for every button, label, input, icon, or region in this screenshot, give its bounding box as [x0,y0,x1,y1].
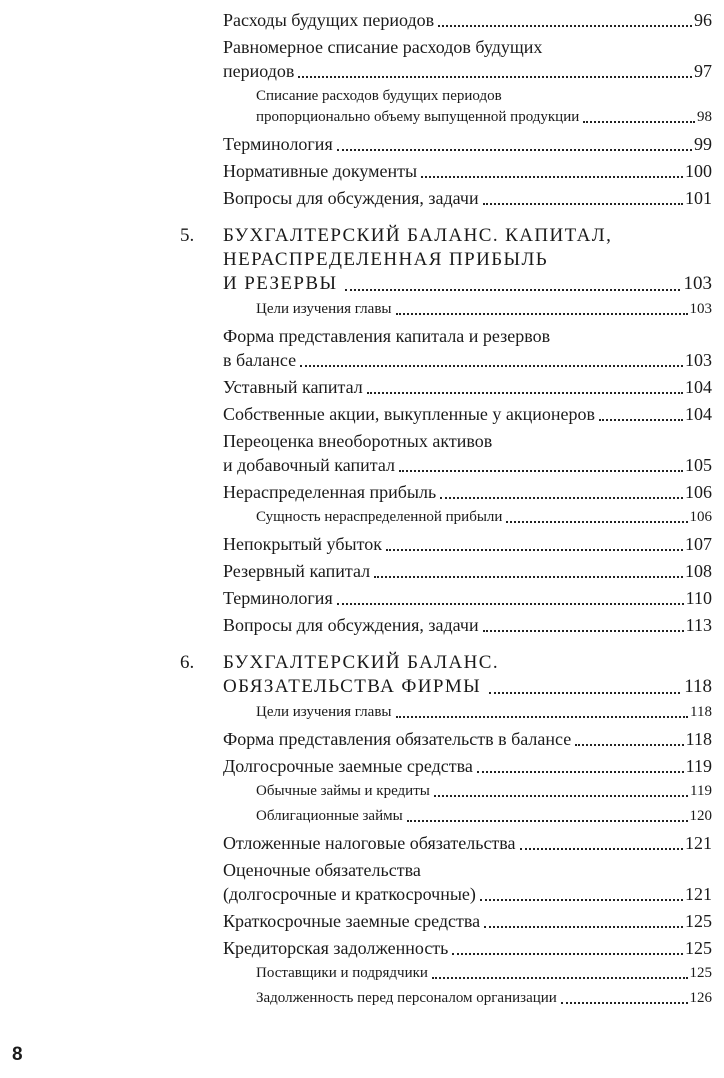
toc-leader-line [223,532,712,556]
chapter-title-line: И РЕЗЕРВЫ [223,273,338,294]
toc-section [0,480,724,504]
toc-chapter-heading [0,651,724,699]
dot-leader [434,795,688,797]
toc-title-line: Непокрытый убыток [223,534,382,554]
toc-page-number: 104 [685,404,712,424]
page-number: 8 [12,1044,23,1065]
toc-title-line: Нераспределенная прибыль [223,482,437,502]
toc-section [0,559,724,583]
dot-leader [345,289,679,291]
toc-page-number: 119 [685,756,712,776]
toc-title-line: Терминология [223,588,333,608]
toc-page-number: 100 [685,161,712,181]
dot-leader [300,365,683,367]
dot-leader [483,203,683,205]
toc-leader-line [223,754,712,778]
toc-title-line: Отложенные налоговые обязательства [223,833,516,853]
toc-page-number: 104 [685,377,712,397]
dot-leader [561,1002,688,1004]
chapter-title-line: ОБЯЗАТЕЛЬСТВА ФИРМЫ [223,676,482,697]
toc-subsection [0,86,724,128]
toc-page-number: 118 [690,704,712,720]
toc-title-line: Собственные акции, выкупленные у акционеров [223,404,596,424]
toc-title-line: в балансе [223,350,297,370]
toc-title-line: Задолженность перед персоналом организации [256,990,557,1006]
dot-leader [483,630,684,632]
toc-section [0,402,724,426]
dot-leader [520,848,683,850]
chapter-page-number: 103 [683,273,712,294]
dot-leader [477,771,684,773]
toc-page-number: 119 [690,783,712,799]
toc-title-line: Цели изучения главы [256,704,392,720]
toc-page-number: 121 [685,884,712,904]
toc-title-line: Вопросы для обсуждения, задачи [223,615,479,635]
toc-page-number: 118 [685,729,712,749]
toc-title-line: Облигационные займы [256,808,403,824]
toc-title-line: периодов [223,61,295,81]
toc-section [0,324,724,372]
toc-leader-line [256,806,712,827]
toc-title-line: (долгосрочные и краткосрочные) [223,884,476,904]
toc-section [0,754,724,778]
toc-section [0,132,724,156]
toc-title-line: Нормативные документы [223,161,418,181]
toc-leader-line [256,507,712,528]
toc-leader-line [223,586,712,610]
toc-leader-line [223,272,712,296]
toc-leader-line [223,936,712,960]
toc-section [0,429,724,477]
chapter-number: 6. [180,652,195,673]
dot-leader [337,603,684,605]
toc-page-number: 101 [685,188,712,208]
toc-subsection [0,702,724,723]
dot-leader [489,692,680,694]
dot-leader [396,716,689,718]
toc-subsection [0,299,724,320]
toc-title-line: Переоценка внеоборотных активов [223,431,493,451]
toc-subsection [0,963,724,984]
dot-leader [407,820,688,822]
dot-leader [599,419,683,421]
toc-title-line: Равномерное списание расходов будущих [223,37,543,57]
toc-section [0,727,724,751]
dot-leader [452,953,683,955]
dot-leader [399,470,683,472]
toc-page-number: 99 [694,134,712,154]
toc-page-number: 108 [685,561,712,581]
toc-leader-line [223,59,712,83]
toc-title-line: Сущность нераспределенной прибыли [256,509,503,525]
toc-section [0,8,724,32]
dot-leader [421,176,683,178]
toc-leader-line [256,702,712,723]
toc-section [0,613,724,637]
chapter-title-line: НЕРАСПРЕДЕЛЕННАЯ ПРИБЫЛЬ [223,249,549,270]
toc-section [0,831,724,855]
dot-leader [480,899,683,901]
toc-leader-line [223,159,712,183]
toc-leader-line [223,909,712,933]
toc-leader-line [223,675,712,699]
toc-page-number: 96 [694,10,712,30]
toc-leader-line [223,348,712,372]
toc-leader-line [223,402,712,426]
dot-leader [438,25,692,27]
toc-leader-line [223,8,712,32]
toc-page-number: 98 [697,109,712,125]
chapter-page-number: 118 [684,676,712,697]
toc-section [0,858,724,906]
dot-leader [432,977,688,979]
toc-title-line: Оценочные обязательства [223,860,421,880]
dot-leader [506,521,687,523]
toc-section [0,936,724,960]
toc-leader-line [256,963,712,984]
toc-subsection [0,507,724,528]
toc-title-line: Поставщики и подрядчики [256,965,428,981]
toc-page-number: 103 [685,350,712,370]
toc-page-number: 110 [685,588,712,608]
toc-title-line: пропорционально объему выпущенной продукции [256,109,580,125]
toc-leader-line [223,613,712,637]
toc-title-line: Обычные займы и кредиты [256,783,430,799]
dot-leader [484,926,683,928]
toc-chapter-heading [0,224,724,296]
toc-page-number: 113 [685,615,712,635]
toc-page-number: 103 [689,301,712,317]
toc-title-line: Кредиторская задолженность [223,938,449,958]
chapter-number: 5. [180,225,195,246]
dot-leader [583,121,695,123]
toc-title-line: Резервный капитал [223,561,371,581]
toc-leader-line [256,299,712,320]
dot-leader [440,497,683,499]
toc-section [0,909,724,933]
toc-leader-line [223,453,712,477]
dot-leader [575,744,683,746]
toc-title-line: и добавочный капитал [223,455,395,475]
toc-page-number: 125 [689,965,712,981]
toc-leader-line [223,559,712,583]
dot-leader [337,149,692,151]
toc-title-line: Терминология [223,134,333,154]
toc-leader-line [223,480,712,504]
dot-leader [367,392,683,394]
toc-title-line: Уставный капитал [223,377,363,397]
toc-page-number: 105 [685,455,712,475]
toc-page-number: 126 [689,990,712,1006]
toc-page-number: 125 [685,911,712,931]
toc-title-line: Краткосрочные заемные средства [223,911,481,931]
toc-title-line: Форма представления обязательств в балансе [223,729,572,749]
toc-title-line: Форма представления капитала и резервов [223,326,551,346]
toc-title-line: Долгосрочные заемные средства [223,756,473,776]
toc-leader-line [223,375,712,399]
toc-page-number: 120 [689,808,712,824]
chapter-title-line: БУХГАЛТЕРСКИЙ БАЛАНС. КАПИТАЛ, [223,225,613,246]
dot-leader [396,313,688,315]
toc-title-line: Расходы будущих периодов [223,10,435,30]
toc-title-line: Вопросы для обсуждения, задачи [223,188,479,208]
toc-page-number: 125 [685,938,712,958]
toc-section [0,586,724,610]
toc-leader-line [223,132,712,156]
toc-leader-line [256,107,712,128]
dot-leader [386,549,683,551]
toc-page-number: 106 [685,482,712,502]
toc-title-line: Списание расходов будущих периодов [256,88,502,104]
chapter-title-line: БУХГАЛТЕРСКИЙ БАЛАНС. [223,652,500,673]
toc-subsection [0,988,724,1009]
toc-leader-line [223,727,712,751]
toc-title-line: Цели изучения главы [256,301,392,317]
toc-section [0,186,724,210]
toc-leader-line [223,186,712,210]
dot-leader [374,576,683,578]
toc-leader-line [256,781,712,802]
toc-section [0,532,724,556]
toc-subsection [0,781,724,802]
table-of-contents [0,8,724,1013]
toc-leader-line [256,988,712,1009]
toc-section [0,375,724,399]
toc-section [0,35,724,83]
toc-subsection [0,806,724,827]
toc-page-number: 121 [685,833,712,853]
toc-page-number: 106 [689,509,712,525]
dot-leader [298,76,692,78]
toc-leader-line [223,882,712,906]
toc-page-number: 107 [685,534,712,554]
toc-section [0,159,724,183]
toc-page-number: 97 [694,61,712,81]
toc-leader-line [223,831,712,855]
